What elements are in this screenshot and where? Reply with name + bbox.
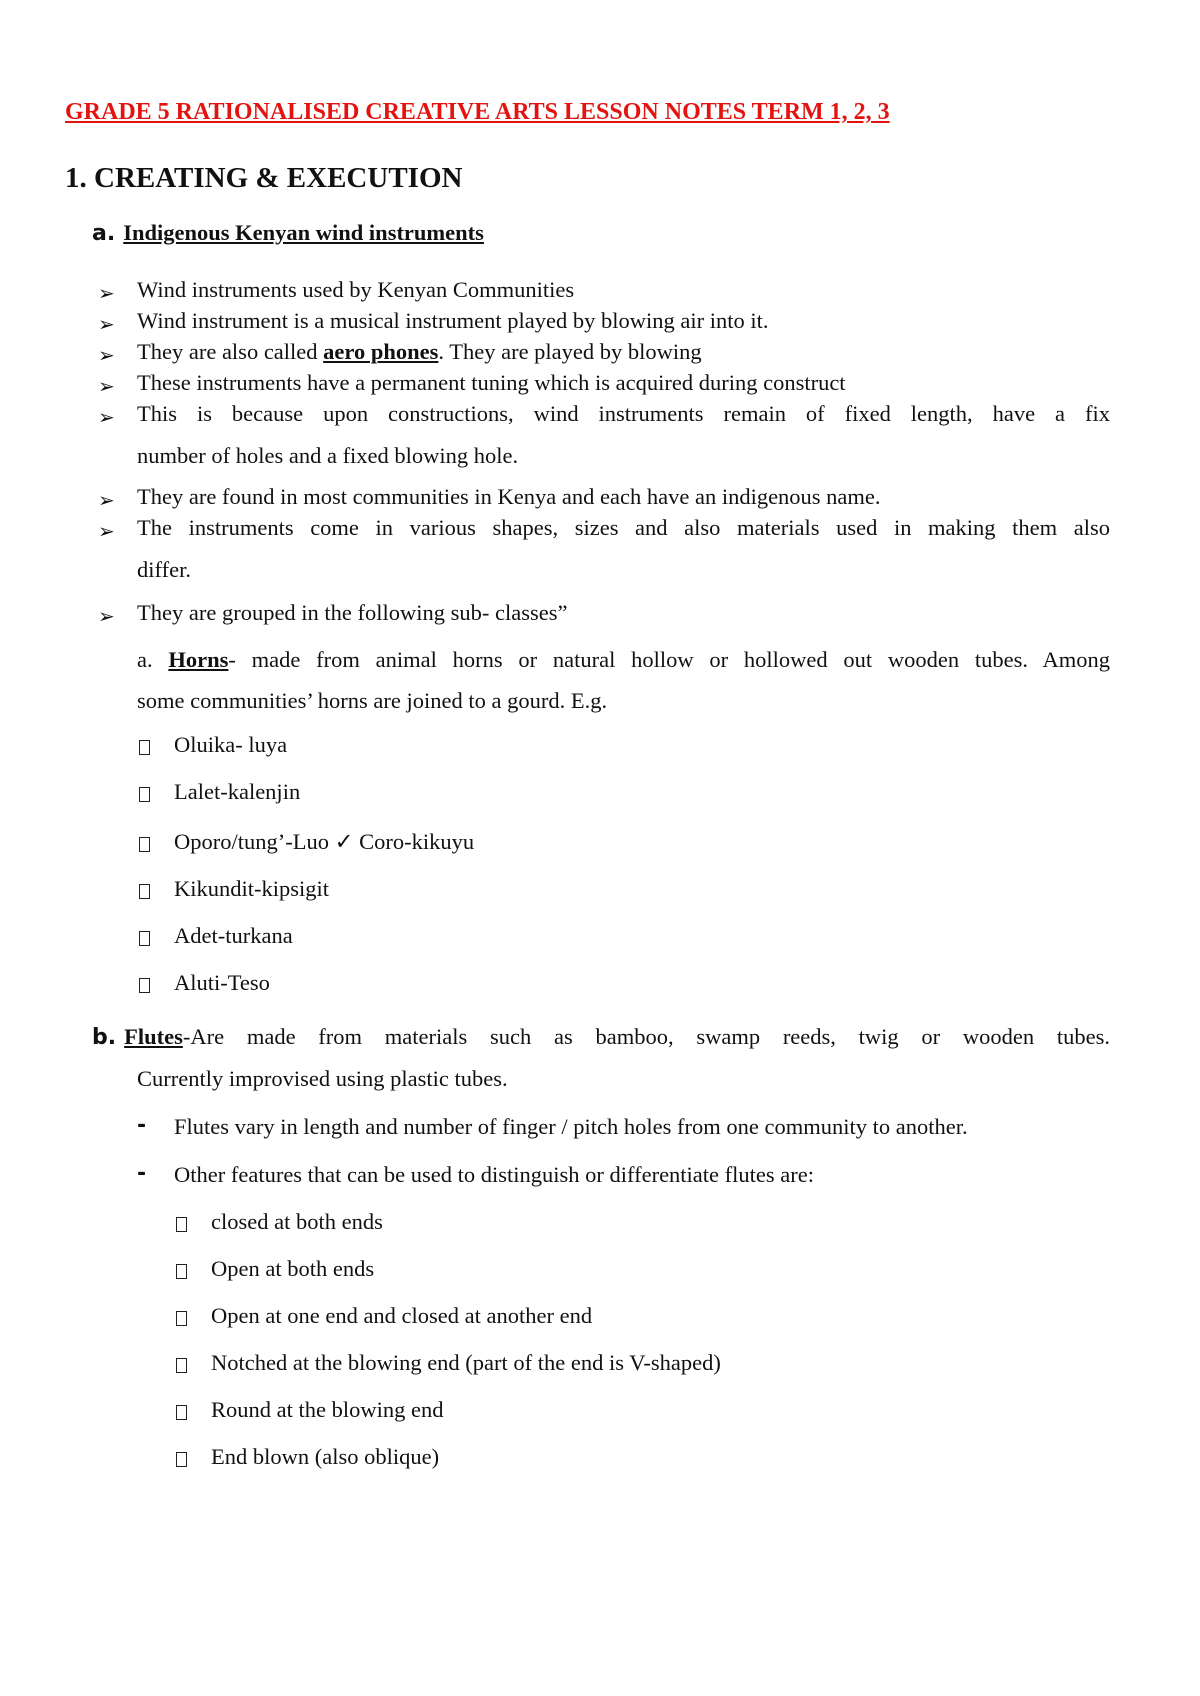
arrowhead-bullet-icon: ➢ <box>98 604 115 628</box>
flutes-text: -Are made from materials such as bamboo, swamp reeds, twig or wooden tubes. <box>182 1024 1110 1049</box>
arrowhead-bullet-icon: ➢ <box>98 519 115 543</box>
flute-point: Flutes vary in length and number of finger / pitch holes from one community to another. <box>174 1114 968 1139</box>
bullet-text: These instruments have a permanent tuning which is acquired during construct <box>137 370 846 395</box>
bullet-text: This is because upon constructions, wind instruments remain of fixed length, have a fix <box>137 401 1110 426</box>
document-title: GRADE 5 RATIONALISED CREATIVE ARTS LESSON NOTES TERM 1, 2, 3 <box>65 99 890 125</box>
box-glyph-icon <box>139 837 150 852</box>
flute-feature: Notched at the blowing end (part of the end is V-shaped) <box>211 1350 721 1375</box>
bullet-text: They are grouped in the following sub- classes” <box>137 600 568 625</box>
term-horns: Horns <box>168 647 229 672</box>
horns-paragraph-continued: some communities’ horns are joined to a gourd. E.g. <box>137 688 608 713</box>
horn-example: Oporo/tung’-Luo ✓ Coro-kikuyu <box>174 829 475 854</box>
term-flutes: Flutes <box>124 1024 183 1049</box>
flute-feature: closed at both ends <box>211 1209 383 1234</box>
bullet-text-part: . They are played by blowing <box>438 339 702 364</box>
horns-text: - made from animal horns or natural hollow or hollowed out wooden tubes. Among <box>228 647 1110 672</box>
arrowhead-bullet-icon: ➢ <box>98 488 115 512</box>
horns-prefix: a. <box>137 647 169 672</box>
flute-feature: Round at the blowing end <box>211 1397 444 1422</box>
horn-example: Oluika- luya <box>174 732 288 757</box>
horn-example: Lalet-kalenjin <box>174 779 301 804</box>
arrowhead-bullet-icon: ➢ <box>98 405 115 429</box>
box-glyph-icon <box>176 1311 187 1326</box>
arrowhead-bullet-icon: ➢ <box>98 281 115 305</box>
dash-bullet-icon: - <box>137 1113 147 1138</box>
flute-feature: Open at both ends <box>211 1256 375 1281</box>
flute-point: Other features that can be used to distinguish or differentiate flutes are: <box>174 1162 814 1187</box>
box-glyph-icon <box>176 1358 187 1373</box>
horn-example: Kikundit-kipsigit <box>174 876 330 901</box>
bullet-text <box>137 339 702 365</box>
subsection-a-heading <box>92 220 484 246</box>
arrowhead-bullet-icon: ➢ <box>98 343 115 367</box>
box-glyph-icon <box>139 978 150 993</box>
box-glyph-icon <box>139 787 150 802</box>
horn-example: Adet-turkana <box>174 923 293 948</box>
box-glyph-icon <box>139 740 150 755</box>
box-glyph-icon <box>176 1217 187 1232</box>
bullet-text: Wind instrument is a musical instrument played by blowing air into it. <box>137 308 769 333</box>
bullet-text: They are found in most communities in Kenya and each have an indigenous name. <box>137 484 881 509</box>
flute-feature: End blown (also oblique) <box>211 1444 440 1469</box>
box-glyph-icon <box>139 931 150 946</box>
box-glyph-icon <box>139 884 150 899</box>
bullet-text-continued: differ. <box>137 557 191 582</box>
horn-example: Aluti-Teso <box>174 970 270 995</box>
arrowhead-bullet-icon: ➢ <box>98 312 115 336</box>
box-glyph-icon <box>176 1405 187 1420</box>
box-glyph-icon <box>176 1264 187 1279</box>
subsection-b-heading <box>92 1024 1110 1050</box>
bullet-text: Wind instruments used by Kenyan Communities <box>137 277 575 302</box>
section-heading: 1. CREATING & EXECUTION <box>65 162 463 194</box>
flutes-text-continued: Currently improvised using plastic tubes. <box>137 1066 508 1091</box>
subsection-marker: a. <box>92 221 116 246</box>
flute-feature: Open at one end and closed at another end <box>211 1303 593 1328</box>
bullet-text-continued: number of holes and a fixed blowing hole. <box>137 443 519 468</box>
horns-paragraph <box>137 647 1110 673</box>
subsection-title: Indigenous Kenyan wind instruments <box>123 220 484 245</box>
term-aero-phones: aero phones <box>323 339 439 364</box>
bullet-text: The instruments come in various shapes, sizes and also materials used in making them also <box>137 515 1110 540</box>
bullet-text-part: They are also called <box>137 339 324 364</box>
dash-bullet-icon: - <box>137 1161 147 1186</box>
subsection-marker: b. <box>92 1025 117 1050</box>
arrowhead-bullet-icon: ➢ <box>98 374 115 398</box>
box-glyph-icon <box>176 1452 187 1467</box>
